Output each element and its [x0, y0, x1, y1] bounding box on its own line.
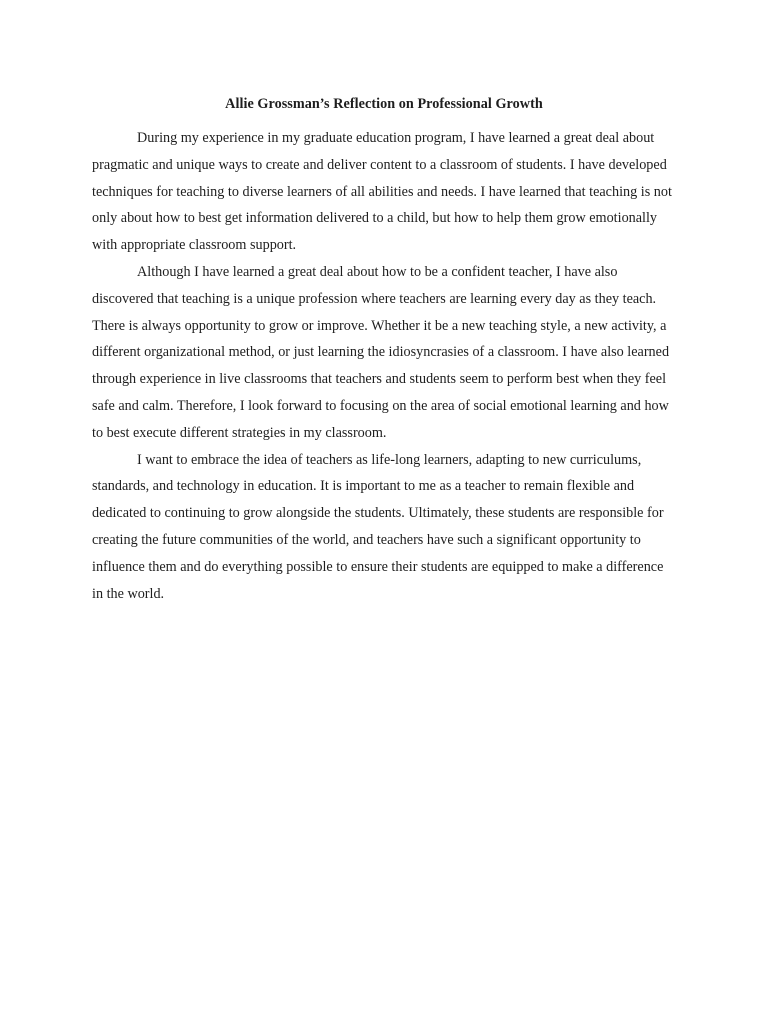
paragraph-2: Although I have learned a great deal about how to be a confident teacher, I have also discovered that teaching is a unique profession where teachers are learning every day as they teach. There is always opportunity to grow or improve. Whether it be a new teaching style, a new activity, a different organizational method, or just learning the idiosyncrasies of a classroom. I have also learned through experience in live classrooms that teachers and students seem to perform best when they feel safe and calm. Therefore, I look forward to focusing on the area of social emotional learning and how to best execute different strategies in my classroom.	[92, 263, 670, 441]
paragraph-1: During my experience in my graduate education program, I have learned a great deal about pragmatic and unique ways to create and deliver content to a classroom of students. I have developed techniques for teaching to diverse learners of all abilities and needs. I have learned that teaching is not only about how to best get information delivered to a child, but how to help them grow emotionally with appropriate classroom support.	[92, 130, 672, 254]
paragraph-3: I want to embrace the idea of teachers as life-long learners, adapting to new curriculums, standards, and technology in education. It is important to me as a teacher to remain flexible and dedicated to continuing to grow alongside the students. Ultimately, these students are responsible for creating the future communities of the world, and teachers have such a significant opportunity to influence them and do everything possible to ensure their students are equipped to make a difference in the world.	[92, 451, 664, 602]
document-title: Allie Grossman’s Reflection on Professional Growth	[225, 96, 543, 112]
